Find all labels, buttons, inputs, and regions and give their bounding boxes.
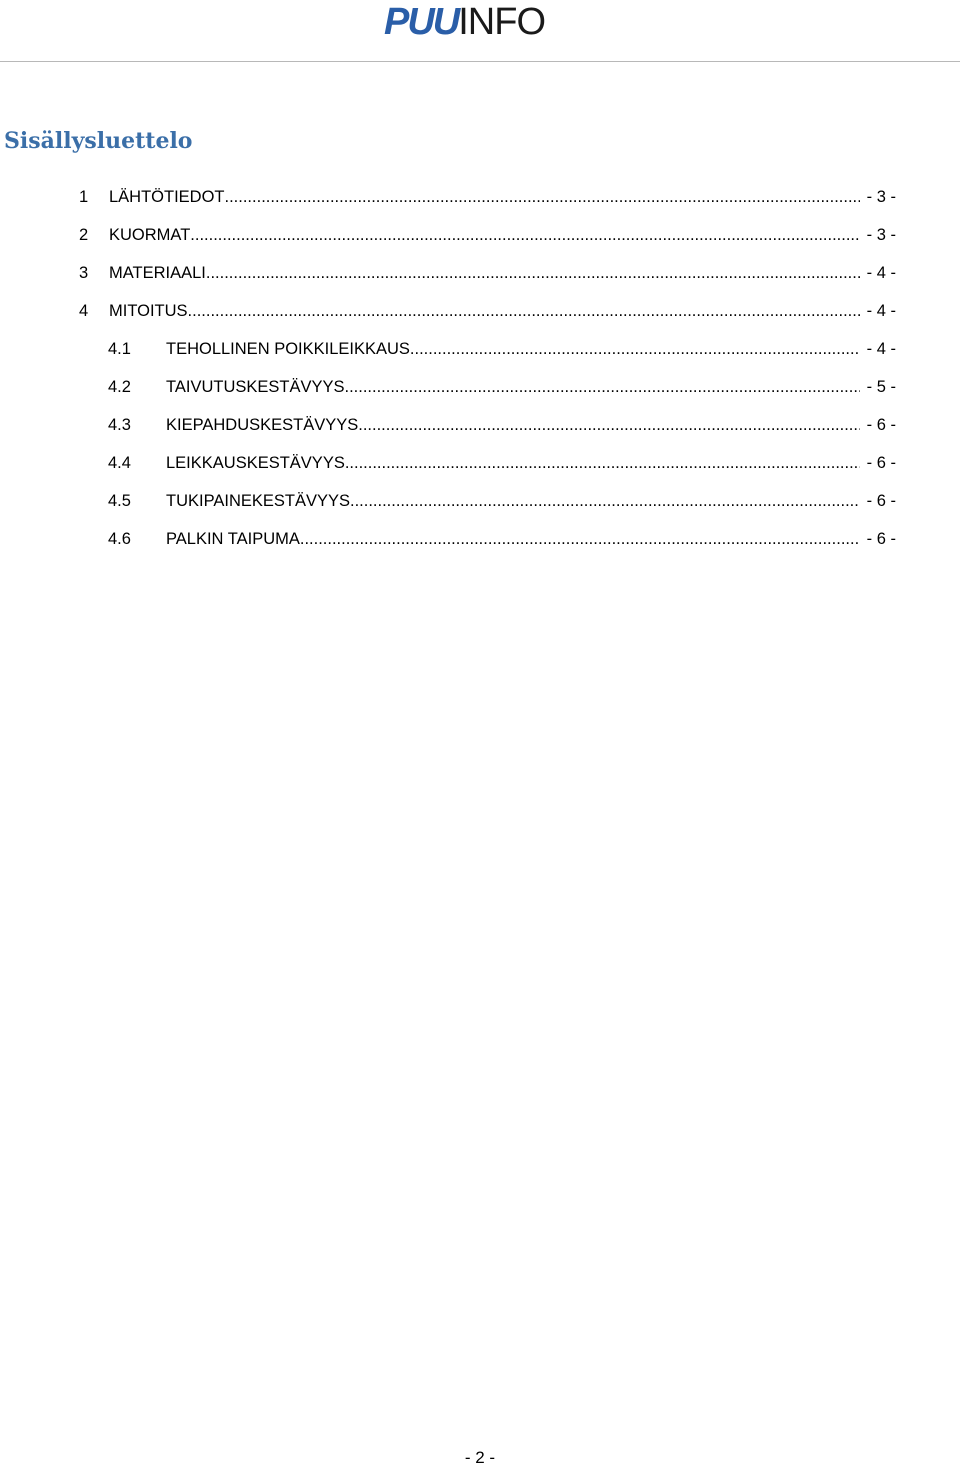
toc-entry-label: KUORMAT — [109, 226, 191, 244]
page-header — [0, 0, 960, 62]
toc-entry-page: - 3 - — [866, 226, 896, 244]
toc-entry-number: 4 — [79, 302, 89, 320]
toc-entry[interactable] — [0, 178, 960, 216]
table-of-contents — [0, 178, 960, 558]
toc-entry-number: 4.5 — [108, 492, 131, 510]
toc-entry-page: - 4 - — [866, 302, 896, 320]
toc-entry[interactable] — [0, 254, 960, 292]
toc-entry-number: 4.2 — [108, 378, 131, 396]
toc-subentry[interactable] — [0, 444, 960, 482]
toc-entry[interactable] — [0, 292, 960, 330]
toc-leader-dots — [345, 368, 861, 406]
logo-text-puu: PUU — [384, 1, 459, 43]
toc-entry[interactable] — [0, 216, 960, 254]
toc-entry-page: - 6 - — [866, 416, 896, 434]
logo-text-info: INFO — [458, 1, 546, 43]
toc-leader-dots — [206, 254, 860, 292]
toc-entry-page: - 4 - — [866, 340, 896, 358]
toc-subentry[interactable] — [0, 406, 960, 444]
toc-entry-label: PALKIN TAIPUMA — [166, 530, 300, 548]
toc-entry-page: - 6 - — [866, 454, 896, 472]
toc-entry-number: 3 — [79, 264, 89, 282]
toc-leader-dots — [410, 330, 860, 368]
toc-entry-label: TAIVUTUSKESTÄVYYS — [166, 378, 345, 396]
toc-subentry[interactable] — [0, 330, 960, 368]
toc-entry-number: 2 — [79, 226, 89, 244]
page-number: - 2 - — [464, 1448, 496, 1467]
toc-leader-dots — [345, 444, 860, 482]
toc-entry-page: - 3 - — [866, 188, 896, 206]
toc-subentry[interactable] — [0, 368, 960, 406]
toc-entry-page: - 5 - — [866, 378, 896, 396]
toc-entry-label: LÄHTÖTIEDOT — [109, 188, 225, 206]
toc-leader-dots — [300, 520, 860, 558]
toc-subentry[interactable] — [0, 520, 960, 558]
toc-entry-page: - 6 - — [866, 530, 896, 548]
toc-entry-label: TEHOLLINEN POIKKILEIKKAUS — [166, 340, 410, 358]
toc-entry-number: 4.3 — [108, 416, 131, 434]
toc-entry-number: 4.1 — [108, 340, 131, 358]
toc-leader-dots — [190, 216, 860, 254]
toc-subentry[interactable] — [0, 482, 960, 520]
toc-entry-label: KIEPAHDUSKESTÄVYYS — [166, 416, 359, 434]
toc-leader-dots — [225, 178, 860, 216]
toc-entry-page: - 4 - — [866, 264, 896, 282]
toc-entry-label: MATERIAALI — [109, 264, 206, 282]
toc-entry-label: LEIKKAUSKESTÄVYYS — [166, 454, 345, 472]
toc-entry-number: 1 — [79, 188, 89, 206]
toc-leader-dots — [188, 292, 860, 330]
toc-leader-dots — [358, 406, 860, 444]
toc-title: Sisällysluettelo — [4, 128, 193, 154]
toc-entry-page: - 6 - — [866, 492, 896, 510]
toc-entry-number: 4.6 — [108, 530, 131, 548]
toc-leader-dots — [350, 482, 860, 520]
toc-entry-label: MITOITUS — [109, 302, 188, 320]
toc-entry-label: TUKIPAINEKESTÄVYYS — [166, 492, 350, 510]
puuinfo-logo — [384, 2, 545, 42]
toc-entry-number: 4.4 — [108, 454, 131, 472]
